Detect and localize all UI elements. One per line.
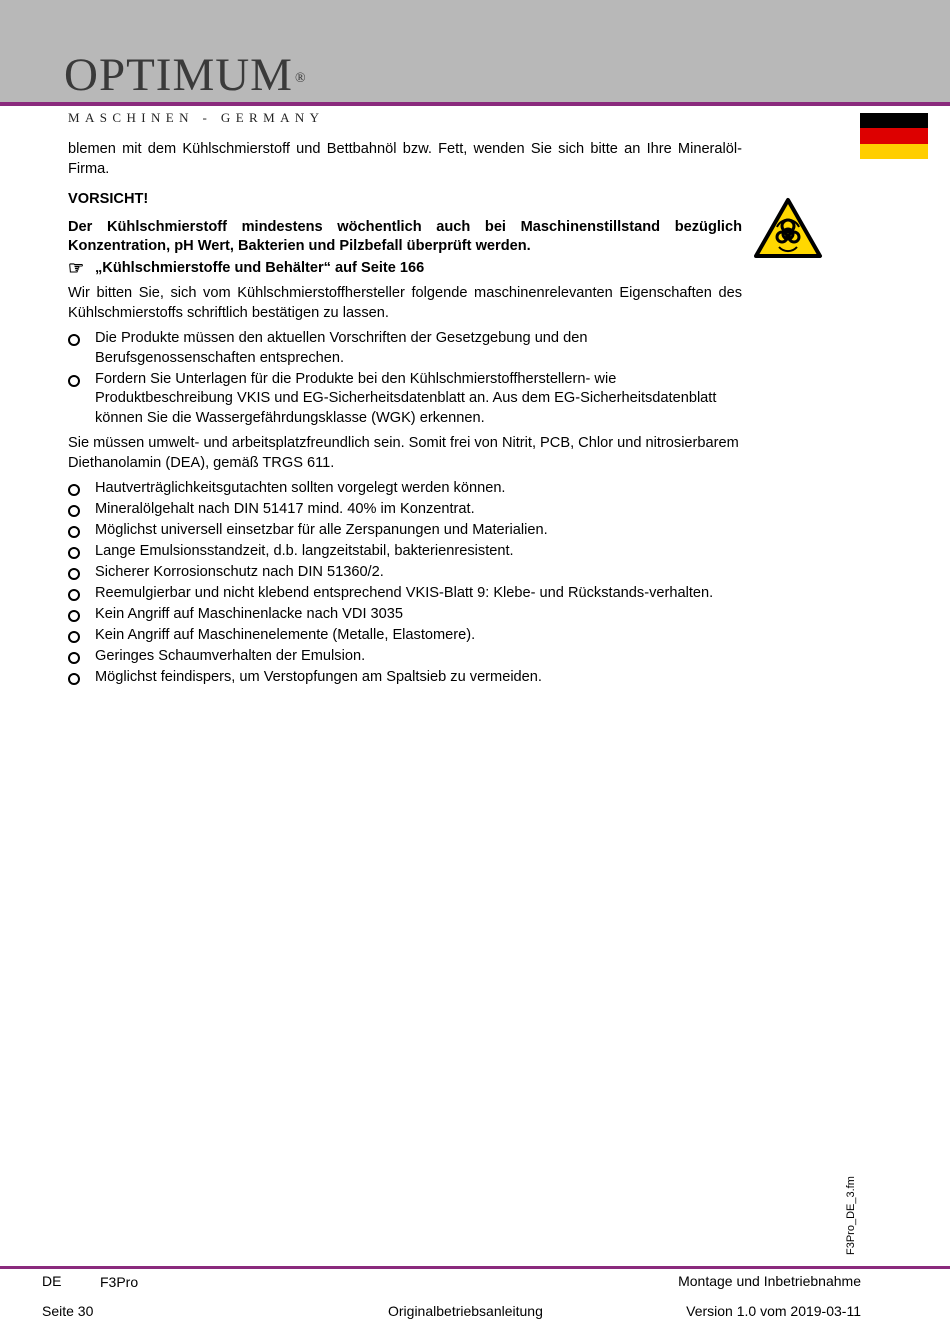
bullet-icon xyxy=(68,375,80,387)
bullet-icon xyxy=(68,526,80,538)
list-item xyxy=(68,584,742,604)
biohazard-warning-icon xyxy=(753,197,823,259)
requirements-list xyxy=(68,329,742,428)
flag-stripe-red xyxy=(860,128,928,143)
document-body xyxy=(68,140,742,689)
bullet-icon xyxy=(68,505,80,517)
flag-stripe-gold xyxy=(860,144,928,159)
list-item xyxy=(68,329,742,368)
list-item-text: Reemulgierbar und nicht klebend entsprechend VKIS-Blatt 9: Klebe- und Rückstands-verhalten. xyxy=(95,585,714,601)
list-item-text: Geringes Schaumverhalten der Emulsion. xyxy=(95,648,366,664)
source-file-label: F3Pro_DE_3.fm xyxy=(845,1176,857,1255)
properties-list xyxy=(68,479,742,688)
pointing-hand-icon: ☞ xyxy=(68,257,85,278)
bullet-icon xyxy=(68,334,80,346)
list-item xyxy=(68,500,742,520)
footer-model: F3Pro xyxy=(100,1274,139,1290)
optimum-logo: OPTIMUM ® xyxy=(64,49,307,101)
list-item-text: Hautverträglichkeitsgutachten sollten vorgelegt werden können. xyxy=(95,480,506,496)
logo-tagline: MASCHINEN - GERMANY xyxy=(68,110,325,125)
footer-page-number: Seite 30 xyxy=(42,1303,94,1319)
bullet-icon xyxy=(68,484,80,496)
list-item xyxy=(68,563,742,583)
list-item xyxy=(68,626,742,646)
bullet-icon xyxy=(68,589,80,601)
list-item-text: Möglichst universell einsetzbar für alle Zerspanungen und Materialien. xyxy=(95,522,548,538)
list-item-text: Kein Angriff auf Maschinenelemente (Metalle, Elastomere). xyxy=(95,627,476,643)
bullet-icon xyxy=(68,652,80,664)
caution-heading: VORSICHT! xyxy=(68,191,149,207)
list-item-text: Möglichst feindispers, um Verstopfungen am Spaltsieb zu vermeiden. xyxy=(95,669,542,685)
bullet-icon xyxy=(68,631,80,643)
list-item xyxy=(68,668,742,688)
list-item-text: Kein Angriff auf Maschinenlacke nach VDI 3035 xyxy=(95,606,404,622)
list-item xyxy=(68,605,742,625)
list-item-text: Die Produkte müssen den aktuellen Vorschriften der Gesetzgebung und den Berufsgenossenschaften entsprechen. xyxy=(95,330,588,366)
list-item-text: Mineralölgehalt nach DIN 51417 mind. 40% im Konzentrat. xyxy=(95,501,475,517)
list-item-text: Sicherer Korrosionschutz nach DIN 51360/2. xyxy=(95,564,384,580)
bullet-icon xyxy=(68,610,80,622)
bullet-icon xyxy=(68,547,80,559)
list-item-text: Lange Emulsionsstandzeit, d.b. langzeitstabil, bakterienresistent. xyxy=(95,543,514,559)
environment-paragraph: Sie müssen umwelt- und arbeitsplatzfreundlich sein. Somit frei von Nitrit, PCB, Chlor und nitrosierbarem Diethanolamin (DEA), gemäß TRGS 611. xyxy=(68,435,739,471)
footer-version: Version 1.0 vom 2019-03-11 xyxy=(686,1303,861,1319)
cross-reference[interactable] xyxy=(68,259,742,279)
footer-language: DE xyxy=(42,1273,62,1289)
reference-link[interactable]: „Kühlschmierstoffe und Behälter“ auf Seite 166 xyxy=(95,259,425,276)
request-paragraph: Wir bitten Sie, sich vom Kühlschmierstoffhersteller folgende maschinenrelevanten Eigenschaften des Kühlschmierstoffs schriftlich bestätigen zu lassen. xyxy=(68,285,742,321)
list-item xyxy=(68,542,742,562)
german-flag-icon xyxy=(860,113,928,159)
bullet-icon xyxy=(68,568,80,580)
header-divider xyxy=(0,102,950,106)
list-item-text: Fordern Sie Unterlagen für die Produkte bei den Kühlschmierstoffherstellern- wie Produktbeschreibung VKIS und EG-Sicherheitsdatenblatt an. Aus dem EG-Sicherheitsdatenblatt können Sie die Wassergefährdungsklasse (WGK) erkennen. xyxy=(95,370,717,426)
intro-paragraph: blemen mit dem Kühlschmierstoff und Bettbahnöl bzw. Fett, wenden Sie sich bitte an Ihre Mineralöl-Firma. xyxy=(68,141,742,177)
footer-doc-type: Originalbetriebsanleitung xyxy=(388,1303,543,1319)
flag-stripe-black xyxy=(860,113,928,128)
footer-divider xyxy=(0,1266,950,1269)
bullet-icon xyxy=(68,673,80,685)
footer-chapter: Montage und Inbetriebnahme xyxy=(678,1273,861,1289)
list-item xyxy=(68,479,742,499)
list-item xyxy=(68,521,742,541)
list-item xyxy=(68,647,742,667)
list-item xyxy=(68,370,742,429)
caution-text: Der Kühlschmierstoff mindestens wöchentlich auch bei Maschinenstillstand bezüglich Konzentration, pH Wert, Bakterien und Pilzbefall überprüft werden. xyxy=(68,218,742,254)
